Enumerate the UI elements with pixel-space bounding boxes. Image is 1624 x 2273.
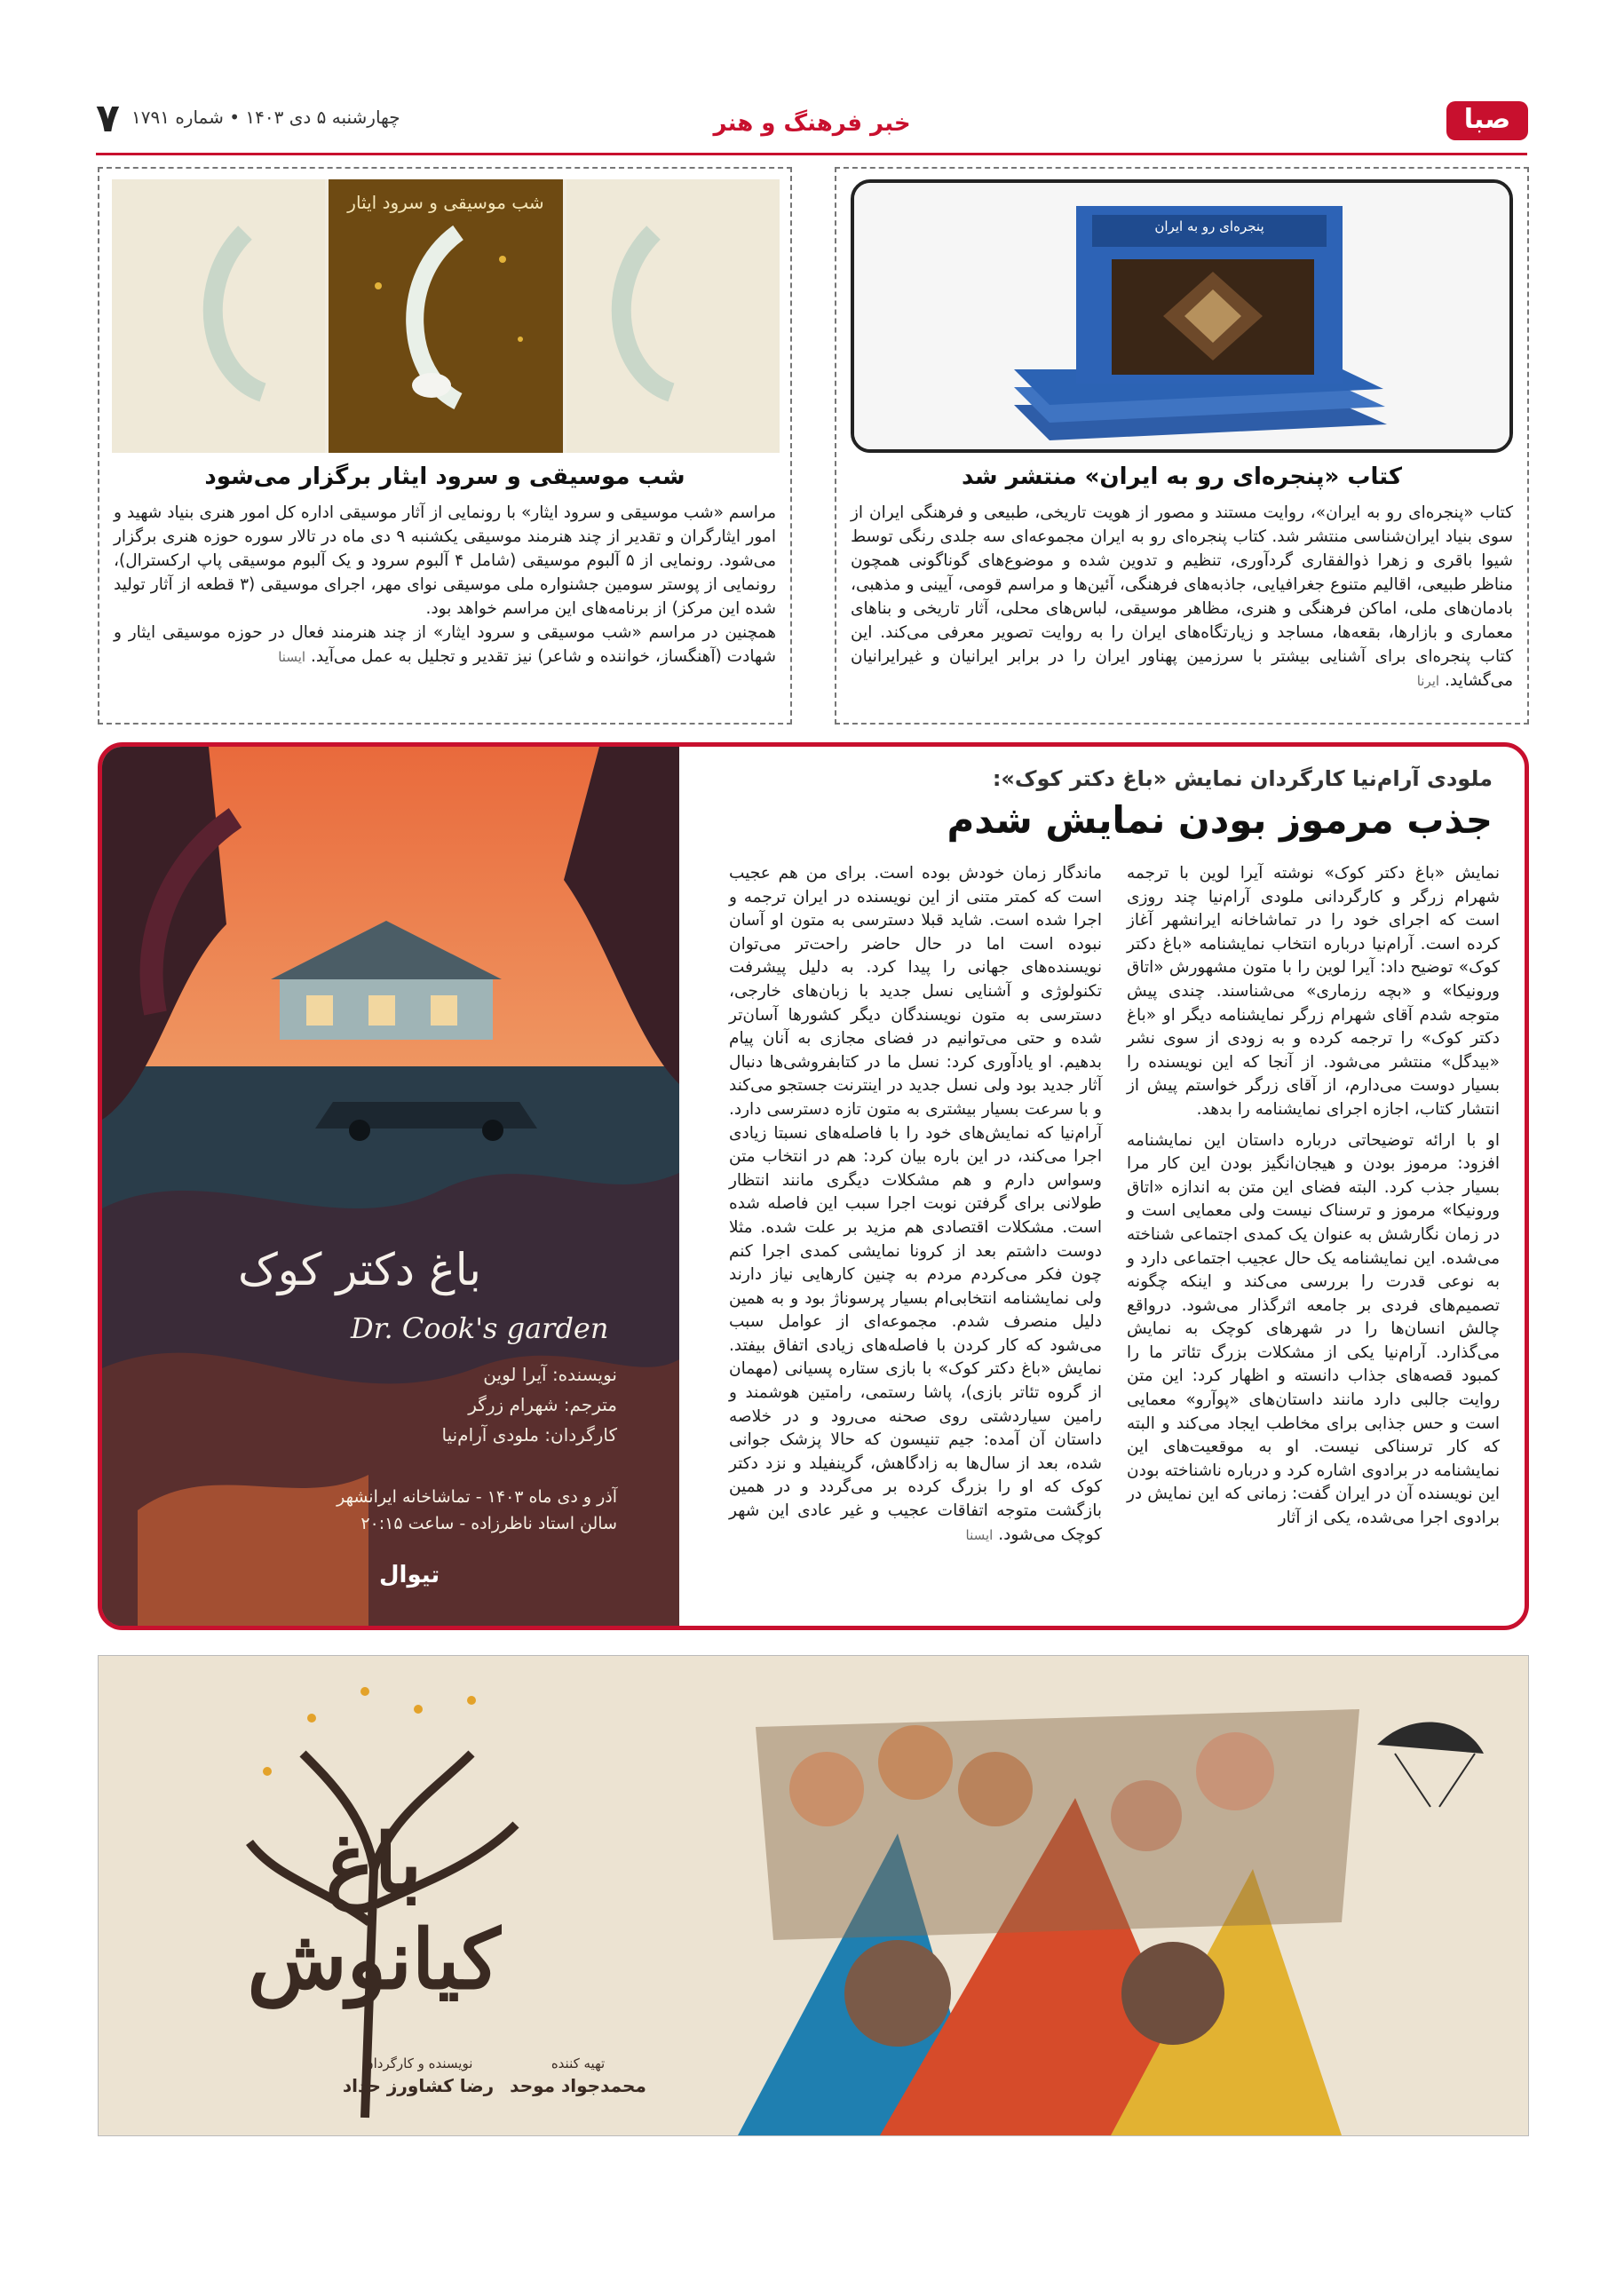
book-cover-title: پنجره‌ای رو به ایران xyxy=(1154,218,1264,234)
page-number: ۷ xyxy=(96,96,120,141)
tiwall-logo: تیوال xyxy=(379,1562,440,1588)
dr-cook-garden-poster xyxy=(102,747,679,1626)
book-image xyxy=(851,179,1513,453)
poster-title-en: Dr. Cook's garden xyxy=(351,1311,609,1345)
credit-writer-label: نویسنده و کارگردان xyxy=(363,2055,473,2071)
credit-producer-name: محمدجواد موحد xyxy=(510,2075,646,2096)
header-divider xyxy=(96,153,1527,155)
logo-text: صبا xyxy=(1463,104,1511,135)
feature-source: ایسنا xyxy=(965,1526,994,1543)
section-title: خبر فرهنگ و هنر xyxy=(713,110,911,137)
news-source: ایسنا xyxy=(278,649,306,665)
feature-paragraph-3: ماندگار زمان خودش بوده است. برای من هم عجیب است که کمتر متنی از این نویسنده در ایران ترجمه و اجرا شده است. شاید قبلا دسترسی به متون او آسان نبوده است اما در حال حاضر راحت‌تر می‌توان نویسنده‌های جهانی را پیدا کرد. به دلیل پیشرفت تکنولوژی و آشنایی نسل جدید با زبان‌های خارجی، دسترسی به متون نویسندگان دیگر کشورها آسان‌تر شده و حتی می‌توانیم در فضای مجازی به آنان پیام بدهیم. او یادآوری کرد: نسل ما در کتابفروشی‌ها دنبال آثار جدید بود ولی نسل جدید در اینترنت جستجو می‌کند و با سرعت بسیار بیشتری به متون تازه دسترسی دارد. آرام‌نیا که نمایش‌های خود را با فاصله‌های نسبتا زیادی اجرا می‌کند، در این باره بیان کرد: هم در انتخاب متن وسواس دارم و هم مشکلات دیگری مانند انتظار طولانی برای گرفتن نوبت اجرا سبب این فاصله شده است. مشکلات اقتصادی هم مزید بر علت شده. مثلا دوست داشتم بعد از کرونا نمایشی کمدی اجرا کنم چون فکر می‌کردم مردم به چنین کارهایی نیاز دارند ولی نمایشنامه انتخابی‌ام بسیار پرسوناژ بود و به همین دلیل منصرف شدم. مجموعه‌ای از عوامل سبب می‌شود که کار کردن با فاصله‌های زیادی اتفاق بیفتد. نمایش «باغ دکتر کوک» با بازی ستاره پسیانی (مهمان از گروه تئاتر بازی)، پاشا رستمی، رامتین هوشمند و رامین سیاردشتی روی صحنه می‌رود و در خلاصه داستان آن آمده: جیم تنیسون که حالا پزشک جوانی شده، بعد از سال‌ها به زادگاهش، گرینفیلد و نزد دکتر کوک که او را بزرگ کرده بر می‌گردد و در همین بازگشت متوجه اتفاقات عجیب و غیر عادی این شهر کوچک می‌شود. xyxy=(729,864,1102,1544)
poster-venue xyxy=(173,1484,617,1537)
book-body-text: کتاب «پنجره‌ای رو به ایران»، روایت مستند و مصور از هویت تاریخی، طبیعی و فرهنگی ایران از سوی بنیاد ایران‌شناسی منتشر شد. کتاب پنجره‌ای رو به ایران مجموعه‌ای سه جلدی رنگی توسط شیوا باقری و زهرا ذوالفقاری گردآوری، تنظیم و تدوین شده و موضوع‌های گوناگونی همچون مناظر طبیعی، اقالیم متنوع جغرافیایی، جاذبه‌های فرهنگی، آئین‌ها و مراسم قومی، آیینی و مذهبی، بادمان‌های ملی، اماکن فرهنگی و هنری، مظاهر موسیقی، لباس‌های محلی، آثار تاریخی و بناهای معماری و بازارها، بقعه‌ها، مساجد و زیارتگاه‌های ایران را به روایت تصویر معرفی می‌کند. این کتاب پنجره‌ای برای آشنایی بیشتر با سرزمین پهناور ایران را در برابر ایرانیان و غیرایرانیان می‌گشاید. xyxy=(851,503,1513,690)
news-title-music-night: شب موسیقی و سرود ایثار برگزار می‌شود xyxy=(204,463,685,490)
news-title-book: کتاب «پنجره‌ای رو به ایران» منتشر شد xyxy=(961,463,1403,490)
poster-title-fa: باغ دکتر کوک xyxy=(238,1244,481,1295)
news-body-music-night xyxy=(114,501,776,669)
news-body-book xyxy=(851,501,1513,693)
film-title: باغ کیانوش xyxy=(247,1816,501,2008)
film-poster-bagh-kianoosh xyxy=(98,1655,1529,2136)
feature-paragraph-2: او با ارائه توضیحاتی درباره داستان این نمایشنامه افزود: مرموز بودن و هیجان‌انگیز بودن این کار مرا بسیار جذب کرد. البته فضای این متن به اندازه «اتاق ورونیکا» مرموز و ترسناک نیست ولی معمایی است و در زمان نگارشش به عنوان یک کمدی اجتماعی شناخته می‌شده. این نمایشنامه یک حال عجیب اجتماعی دارد و به نوعی قدرت را بررسی می‌کند و اینکه چگونه تصمیم‌های فردی بر جامعه اثرگذار می‌شود. درواقع چالش انسان‌ها را در شهرهای کوچک به نمایش می‌گذارد. آرام‌نیا یکی از مشکلات بزرگ تئاتر ما را کمبود قصه‌های جذاب دانسته و اظهار کرد: این متن روایت جالبی دارد مانند داستان‌های «پوآرو» معمایی است و حس جذابی برای مخاطب ایجاد می‌کند و البته که کار ترسناکی نیست. او به موقعیت‌های این نمایشنامه در برادوی اشاره کرد و درباره ناشناخته بودن این نویسنده آن در ایران گفت: زمانی که این نمایش در برادوی اجرا می‌شده، یکی از آثار xyxy=(1127,1130,1500,1528)
music-body-paragraph-1: مراسم «شب موسیقی و سرود ایثار» با رونمایی از آثار موسیقی اداره کل امور هنری بنیاد شهید و امور ایثارگران و تقدیر از چند هنرمند موسیقی یکشنبه ۹ دی ماه در تالار سوره حوزه هنری برگزار می‌شود. رونمایی از ۵ آلبوم موسیقی (شامل ۴ آلبوم سرود و یک آلبوم موسیقی پاپ ارکسترال)، رونمایی از پوستر سومین جشنواره ملی موسیقی نوای مهر، اجرای موسیقی (۳ قطعه از آثار تولید شده این مرکز) از برنامه‌های این مراسم خواهد بود. xyxy=(114,503,776,618)
feature-column-right xyxy=(1127,862,1500,1531)
poster-credits xyxy=(173,1359,617,1450)
poster-director: کارگردان: ملودی آرام‌نیا xyxy=(441,1424,617,1445)
news-box-music-night xyxy=(98,167,792,725)
credit-writer-name: رضا کشاورز حداد xyxy=(342,2075,495,2096)
feature-kicker: ملودی آرام‌نیا کارگردان نمایش «باغ دکتر کوک»: xyxy=(992,766,1493,791)
feature-article xyxy=(98,742,1529,1630)
music-poster-title: شب موسیقی و سرود ایثار xyxy=(347,192,544,213)
poster-writer: نویسنده: آیرا لوین xyxy=(483,1364,617,1385)
page-header xyxy=(0,0,1624,151)
news-box-book xyxy=(835,167,1529,725)
feature-paragraph-1: نمایش «باغ دکتر کوک» نوشته آیرا لوین با ترجمه شهرام زرگر و کارگردانی ملودی آرام‌نیا چند روزی است که اجرای خود را در تماشاخانه ایرانشهر آغاز کرده است. آرام‌نیا درباره انتخاب نمایشنامه «باغ دکتر کوک» توضیح داد: آیرا لوین را با متون مشهورش «اتاق ورونیکا» و «بچه رزماری» می‌شناسند. چندی پیش متوجه شدم آقای شهرام زرگر نمایشنامه دیگر او «باغ دکتر کوک» را ترجمه کرده و به زودی از سوی نشر «بیدگل» منتشر می‌شود. از آنجا که این نویسنده را بسیار دوست می‌دارم، از آقای زرگر خواستم پیش از انتشار کتاب، اجازه اجرای نمایشنامه را بدهد. xyxy=(1127,864,1500,1119)
poster-time: سالن استاد ناظرزاده - ساعت ۲۰:۱۵ xyxy=(360,1514,617,1533)
poster-translator: مترجم: شهرام زرگر xyxy=(468,1394,617,1415)
credit-producer-label: تهیه کننده xyxy=(551,2055,606,2071)
issue-date-line: چهارشنبه ۵ دی ۱۴۰۳ • شماره ۱۷۹۱ xyxy=(131,107,400,128)
poster-dates: آذر و دی ماه ۱۴۰۳ - تماشاخانه ایرانشهر xyxy=(337,1487,617,1507)
music-night-poster xyxy=(112,179,780,453)
news-source: ایرنا xyxy=(1416,673,1440,689)
feature-title: جذب مرموز بودن نمایش شدم xyxy=(947,798,1493,842)
feature-column-left xyxy=(729,862,1102,1547)
music-body-paragraph-2: همچنین در مراسم «شب موسیقی و سرود ایثار» از چند هنرمند فعال در حوزه موسیقی ایثار و شهادت (آهنگساز، خواننده و شاعر) نیز تقدیر و تجلیل به عمل می‌آید. xyxy=(114,623,776,666)
